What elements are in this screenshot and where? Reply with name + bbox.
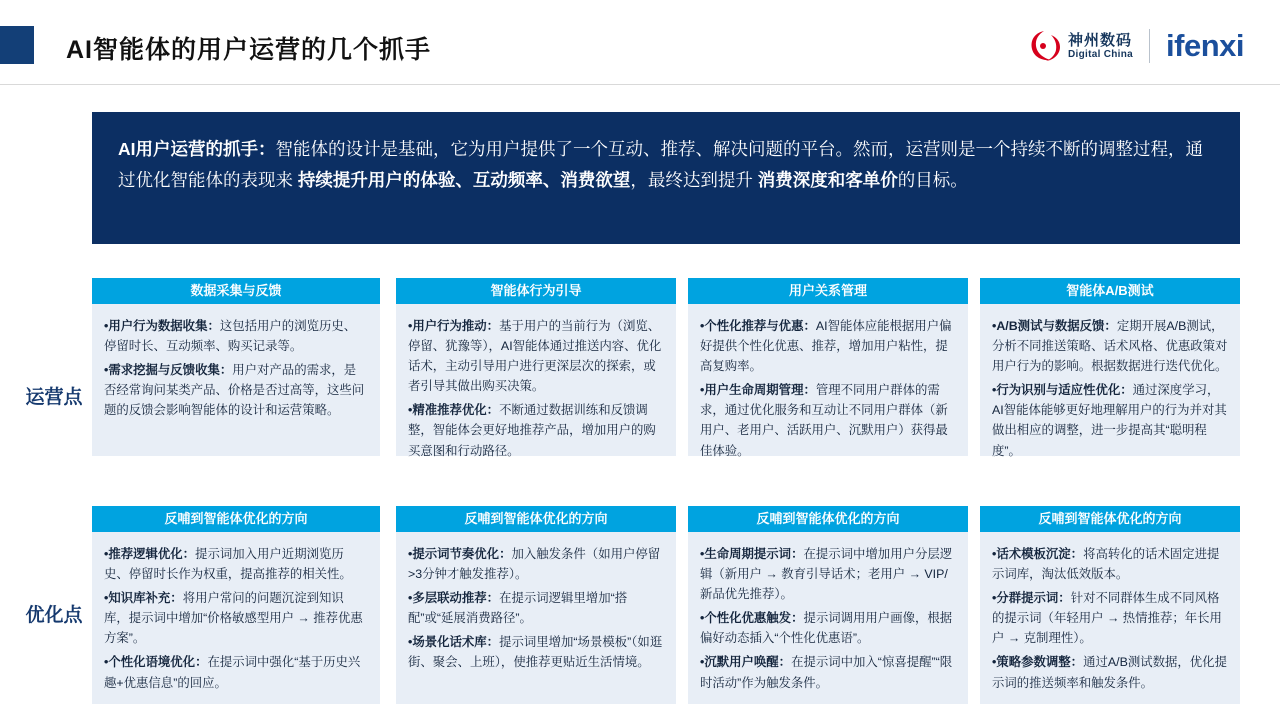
list-item: •多层联动推荐：在提示词逻辑里增加“搭配”或“延展消费路径”。: [408, 591, 628, 626]
card-title: 智能体行为引导: [396, 278, 676, 304]
summary-text-5: 的目标。: [897, 169, 968, 190]
brand-name-en: Digital China: [1068, 48, 1134, 60]
page-title: AI智能体的用户运营的几个抓手: [66, 36, 432, 64]
brand-name-cn: 神州数码: [1068, 31, 1133, 49]
card-title: 反哺到智能体优化的方向: [396, 506, 676, 532]
list-item: •分群提示词：针对不同群体生成不同风格的提示词（年轻用户 → 热情推荐；年长用户 → 克制理性）。: [992, 591, 1222, 646]
card-body: [688, 304, 968, 456]
summary-text-3: ，最终达到提升: [630, 169, 758, 190]
list-item: •行为识别与适应性优化：通过深度学习，AI智能体能够更好地理解用户的行为并对其做出相应的调整，进一步提高其“聪明程度”。: [992, 383, 1227, 458]
brand-lockup: [1027, 25, 1244, 67]
card-title: 数据采集与反馈: [92, 278, 380, 304]
card-title: 智能体A/B测试: [980, 278, 1240, 304]
summary-banner: [92, 112, 1240, 244]
list-item: •A/B测试与数据反馈：定期开展A/B测试，分析不同推送策略、话术风格、优惠政策对用户行为的影响。根据数据进行迭代优化。: [992, 319, 1228, 374]
summary-text-4: 消费深度和客单价: [757, 169, 898, 190]
card-body: [92, 532, 380, 704]
list-item: •生命周期提示词：在提示词中增加用户分层逻辑（新用户 → 教育引导话术；老用户 → VIP/新品优先推荐）。: [700, 547, 953, 602]
list-item: •需求挖掘与反馈收集：用户对产品的需求，是否经常询问某类产品、价格是否过高等，这些问题的反馈会影响智能体的设计和运营策略。: [104, 363, 365, 418]
list-item: •个性化推荐与优惠：AI智能体应能根据用户偏好提供个性化优惠、推荐，增加用户粘性，提高复购率。: [700, 319, 952, 374]
list-item: •知识库补充：将用户常问的问题沉淀到知识库，提示词中增加“价格敏感型用户 → 推荐优惠方案”。: [104, 591, 363, 646]
card-feedback-direction-4: [980, 506, 1240, 704]
summary-text-2: 持续提升用户的体验、互动频率、消费欲望: [297, 169, 631, 190]
row-label-operations: 运营点: [25, 387, 83, 408]
summary-lead: AI用户运营的抓手：: [118, 139, 276, 159]
list-item: •话术模板沉淀：将高转化的话术固定进提示词库，淘汰低效版本。: [992, 547, 1220, 582]
card-title: 用户关系管理: [688, 278, 968, 304]
card-body: [92, 304, 380, 456]
row-label-optimization: 优化点: [25, 605, 83, 626]
summary-text-1: 智能体的设计是基础，它为用户提供了一个互动、推荐、解决问题的平台。然而，运营则是一个持续不断的调整过程，通过优化智能体的表现来: [118, 139, 1203, 190]
page-header: [0, 0, 1280, 85]
list-item: •策略参数调整：通过A/B测试数据，优化提示词的推送频率和触发条件。: [992, 655, 1227, 690]
card-body: [980, 304, 1240, 456]
digital-china-wordmark: [1068, 32, 1133, 61]
ifenxi-wordmark: ifenxi: [1166, 28, 1244, 63]
list-item: •精准推荐优化：不断通过数据训练和反馈调整，智能体会更好地推荐产品，增加用户的购买意图和行动路径。: [408, 403, 656, 458]
card-body: [688, 532, 968, 704]
list-item: •用户行为数据收集：这包括用户的浏览历史、停留时长、互动频率、购买记录等。: [104, 319, 357, 354]
card-feedback-direction-2: [396, 506, 676, 704]
list-item: •提示词节奏优化：加入触发条件（如用户停留>3分钟才触发推荐）。: [408, 547, 661, 582]
brand-divider: [1149, 29, 1150, 63]
card-title: 反哺到智能体优化的方向: [92, 506, 380, 532]
list-item: •个性化优惠触发：提示词调用用户画像，根据偏好动态插入“个性化优惠语”。: [700, 611, 953, 646]
card-title: 反哺到智能体优化的方向: [980, 506, 1240, 532]
card-body: [980, 532, 1240, 704]
card-data-collection: [92, 278, 380, 456]
list-item: •沉默用户唤醒：在提示词中加入“惊喜提醒”“限时活动”作为触发条件。: [700, 655, 953, 690]
list-item: •推荐逻辑优化：提示词加入用户近期浏览历史、停留时长作为权重，提高推荐的相关性。: [104, 547, 352, 582]
card-body: [396, 532, 676, 704]
list-item: •用户行为推动：基于用户的当前行为（浏览、停留、犹豫等），AI智能体通过推送内容、优化话术，主动引导用户进行更深层次的探索，或者引导其做出购买决策。: [408, 319, 662, 394]
card-agent-behavior-guidance: [396, 278, 676, 456]
list-item: •个性化语境优化：在提示词中强化“基于历史兴趣+优惠信息”的回应。: [104, 655, 361, 690]
card-title: 反哺到智能体优化的方向: [688, 506, 968, 532]
digital-china-logo-icon: [1027, 29, 1061, 63]
card-body: [396, 304, 676, 456]
card-user-relationship-management: [688, 278, 968, 456]
card-ab-testing: [980, 278, 1240, 456]
card-feedback-direction-3: [688, 506, 968, 704]
header-accent-block: [0, 26, 34, 64]
card-feedback-direction-1: [92, 506, 380, 704]
list-item: •用户生命周期管理：管理不同用户群体的需求，通过优化服务和互动让不同用户群体（新用户、老用户、活跃用户、沉默用户）获得最佳体验。: [700, 383, 948, 458]
list-item: •场景化话术库：提示词里增加“场景模板”（如逛街、聚会、上班），使推荐更贴近生活情境。: [408, 635, 663, 670]
